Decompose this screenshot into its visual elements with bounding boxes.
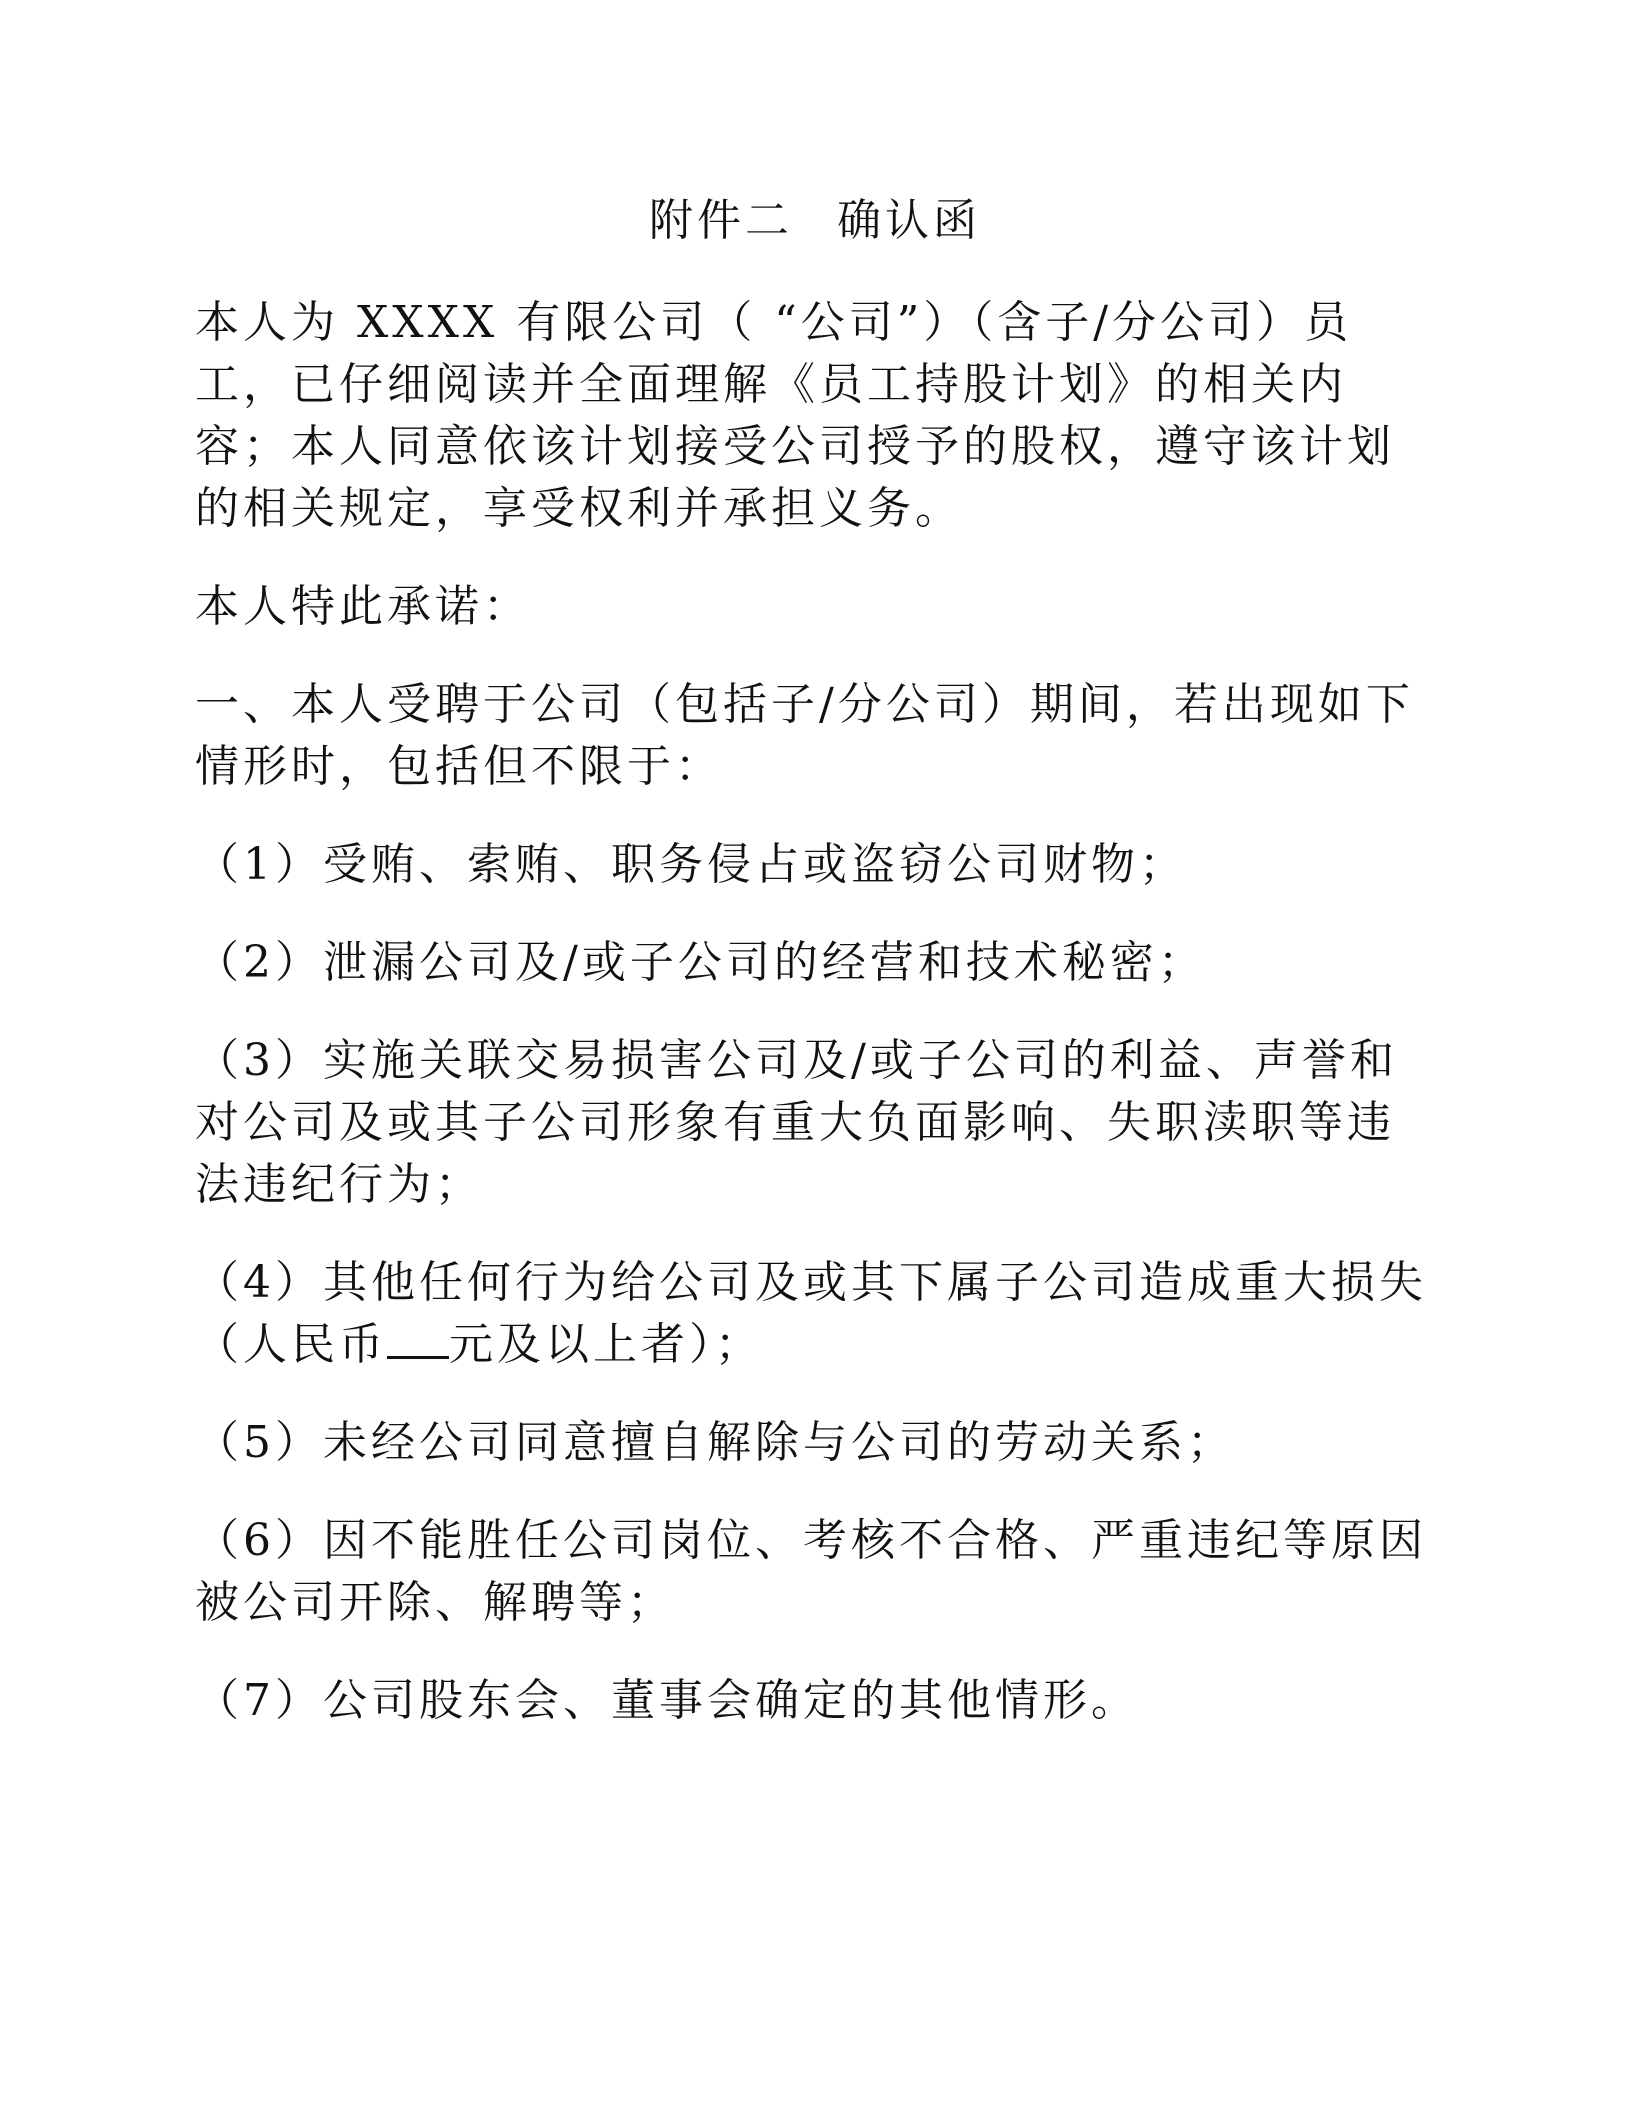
clause-item-2: （2）泄漏公司及/或子公司的经营和技术秘密； bbox=[195, 937, 1206, 988]
pledge-line: 本人特此承诺： bbox=[195, 581, 531, 632]
title-attachment-label: 附件二 bbox=[649, 195, 793, 246]
clause-one: 一、本人受聘于公司（包括子/分公司）期间，若出现如下情形时，包括但不限于： bbox=[195, 679, 1414, 792]
clause-item-4-text: （4）其他任何行为给公司及或其下属子公司造成重大损失（人民币 bbox=[195, 1257, 1427, 1370]
intro-paragraph: 本人为 XXXX 有限公司（ “公司”）（含子/分公司）员工，已仔细阅读并全面理解《员工持股计划》的相关内容；本人同意依该计划接受公司授予的股权，遵守该计划的相关规定，享受权利并承担义务。 bbox=[195, 297, 1395, 534]
clause-item-5: （5）未经公司同意擅自解除与公司的劳动关系； bbox=[195, 1417, 1235, 1468]
clause-item-4-suffix: 元及以上者）； bbox=[449, 1319, 763, 1370]
clause-item-4 bbox=[195, 1252, 1435, 1376]
clause-item-7: （7）公司股东会、董事会确定的其他情形。 bbox=[195, 1675, 1139, 1726]
clause-item-6: （6）因不能胜任公司岗位、考核不合格、严重违纪等原因被公司开除、解聘等； bbox=[195, 1515, 1427, 1628]
title-confirmation-letter: 确认函 bbox=[837, 195, 981, 246]
document-title bbox=[195, 190, 1435, 252]
amount-blank-line bbox=[387, 1316, 449, 1359]
clause-item-3: （3）实施关联交易损害公司及/或子公司的利益、声誉和对公司及或其子公司形象有重大负面影响、失职渎职等违法违纪行为； bbox=[195, 1035, 1398, 1210]
clause-item-1: （1）受贿、索贿、职务侵占或盗窃公司财物； bbox=[195, 839, 1187, 890]
document-body bbox=[195, 190, 1435, 1768]
